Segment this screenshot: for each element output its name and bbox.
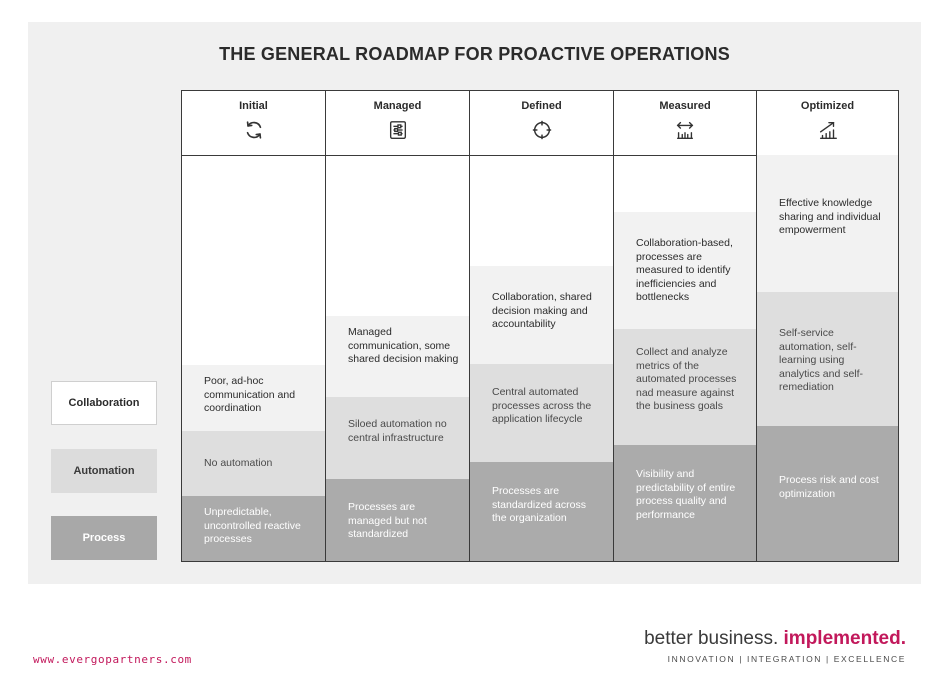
legend-process: Process (51, 516, 157, 560)
stage-label: Optimized (800, 100, 855, 112)
collaboration-cell: Collaboration-based, processes are measured to identify inefficiencies and bottlenecks (614, 212, 756, 329)
stage-header (757, 91, 898, 156)
collaboration-cell: Poor, ad-hoc communication and coordination (182, 365, 325, 431)
stage-column-optimized (756, 91, 898, 561)
stage-column-measured (613, 91, 756, 561)
roadmap-table (181, 90, 899, 562)
stage-label: Initial (239, 100, 268, 112)
sliders-panel-icon (387, 119, 409, 141)
stage-column-defined (469, 91, 613, 561)
page-title: THE GENERAL ROADMAP FOR PROACTIVE OPERATIONS (219, 44, 730, 64)
tagline (644, 628, 906, 650)
refresh-cycle-icon (243, 119, 265, 141)
tagline-subline: INNOVATION | INTEGRATION | EXCELLENCE (667, 654, 906, 664)
stage-header (182, 91, 325, 156)
stage-label: Defined (521, 100, 562, 112)
process-cell: Processes are standardized across the organization (470, 462, 613, 561)
automation-cell: Siloed automation no central infrastructure (326, 397, 469, 479)
process-cell: Process risk and cost optimization (757, 426, 898, 561)
tagline-plain: better business. (644, 628, 784, 649)
collaboration-cell: Effective knowledge sharing and individual empowerment (757, 155, 898, 292)
measure-arrows-icon (674, 119, 696, 141)
automation-cell: Self-service automation, self-learning using analytics and self-remediation (757, 292, 898, 426)
automation-cell: Collect and analyze metrics of the automated processes nad measure against the business goals (614, 329, 756, 445)
stage-column-managed (325, 91, 469, 561)
website-url[interactable]: www.evergopartners.com (33, 653, 192, 666)
tagline-accent: implemented. (783, 628, 906, 649)
stage-column-initial (182, 91, 325, 561)
process-cell: Unpredictable, uncontrolled reactive processes (182, 496, 325, 561)
growth-chart-icon (817, 119, 839, 141)
legend-automation: Automation (51, 449, 157, 493)
brand-tagline (644, 628, 906, 664)
legend-collaboration: Collaboration (51, 381, 157, 425)
collaboration-cell: Collaboration, shared decision making and accountability (470, 266, 613, 364)
stage-header (614, 91, 756, 156)
stage-label: Measured (659, 100, 711, 112)
stage-header (470, 91, 613, 156)
stage-header (326, 91, 469, 156)
target-crosshair-icon (531, 119, 553, 141)
process-cell: Processes are managed but not standardized (326, 479, 469, 561)
automation-cell: Central automated processes across the application lifecycle (470, 364, 613, 462)
stage-label: Managed (373, 100, 422, 112)
process-cell: Visibility and predictability of entire process quality and performance (614, 445, 756, 561)
automation-cell: No automation (182, 431, 325, 496)
collaboration-cell: Managed communication, some shared decision making (326, 316, 469, 397)
